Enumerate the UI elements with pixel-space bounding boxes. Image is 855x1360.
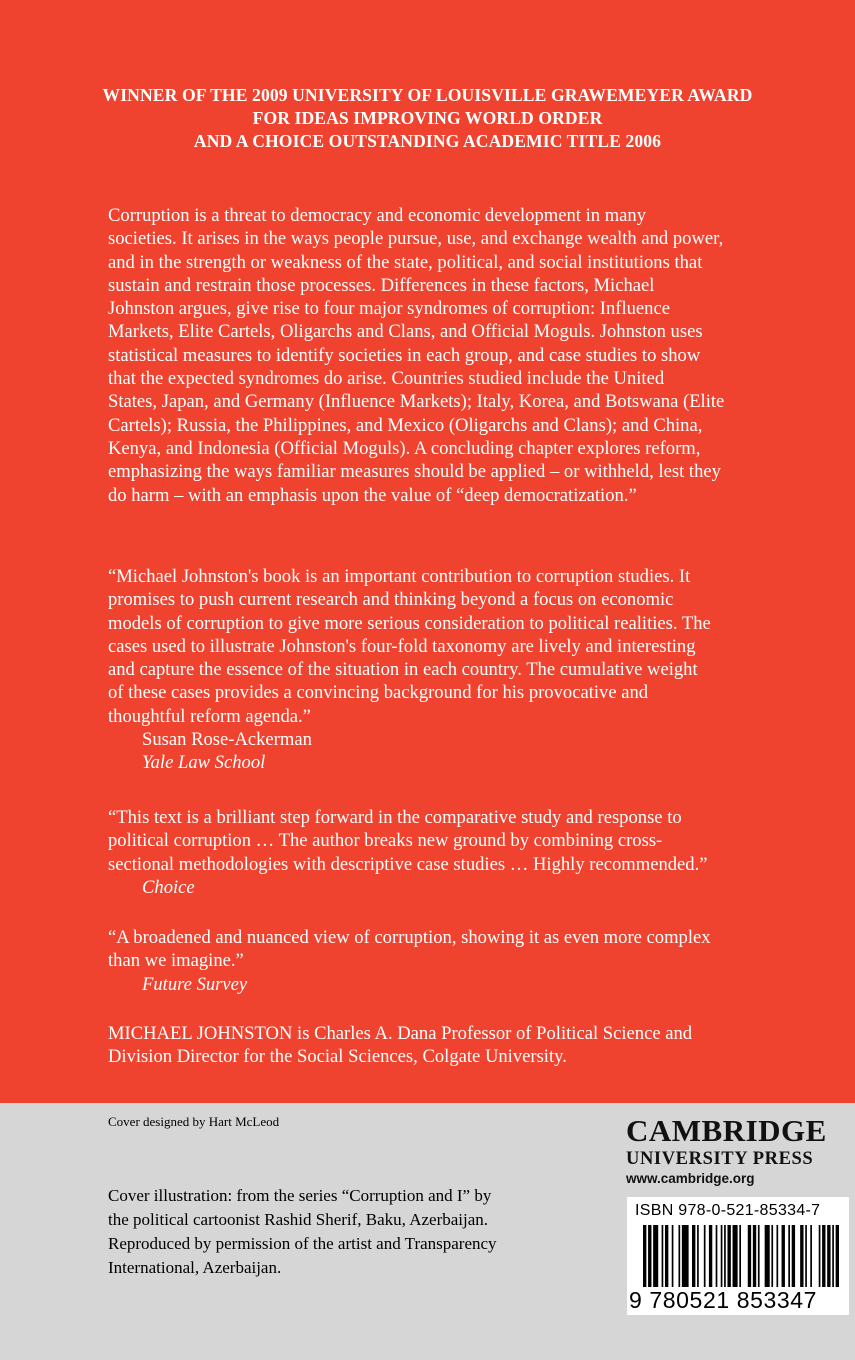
review-line: of these cases provides a convincing background for his provocative and	[108, 682, 649, 704]
review-author: Susan Rose-Ackerman	[142, 729, 312, 751]
review-line: political corruption … The author breaks new ground by combining cross-	[108, 830, 663, 852]
review-line: sectional methodologies with descriptive case studies … Highly recommended.”	[108, 853, 708, 875]
review-source: Choice	[142, 876, 195, 898]
description-line: and in the strength or weakness of the state, political, and social institutions that	[108, 251, 703, 273]
description-line: emphasizing the ways familiar measures should be applied – or withheld, lest they	[108, 461, 721, 483]
description-line: Kenya, and Indonesia (Official Moguls). A concluding chapter explores reform,	[108, 437, 701, 459]
publisher-url: www.cambridge.org	[626, 1171, 755, 1186]
bio-line: Division Director for the Social Sciences, Colgate University.	[108, 1046, 567, 1068]
illustration-line: Cover illustration: from the series “Corruption and I” by	[108, 1186, 492, 1205]
review-affiliation: Yale Law School	[142, 752, 266, 774]
cover-design-credit: Cover designed by Hart McLeod	[108, 1114, 280, 1129]
review-future-survey	[108, 926, 828, 996]
review-line: models of corruption to give more serious consideration to political realities. The	[108, 612, 711, 634]
review-line: “A broadened and nuanced view of corruption, showing it as even more complex	[108, 927, 711, 948]
description-line: Cartels); Russia, the Philippines, and Mexico (Oligarchs and Clans); and China,	[108, 414, 703, 436]
review-line: cases used to illustrate Johnston's four-fold taxonomy are lively and interesting	[108, 635, 696, 657]
publisher-name: CAMBRIDGE	[626, 1113, 827, 1148]
review-source: Future Survey	[142, 973, 248, 995]
isbn-digits: 9 780521 853347	[629, 1287, 818, 1313]
bio-line: MICHAEL JOHNSTON is Charles A. Dana Professor of Political Science and	[108, 1023, 693, 1044]
cover-illustration-credit	[108, 1184, 497, 1280]
isbn-label: ISBN 978-0-521-85334-7	[635, 1202, 821, 1219]
review-line: and capture the essence of the situation in each country. The cumulative weight	[108, 659, 698, 681]
description-line: States, Japan, and Germany (Influence Markets); Italy, Korea, and Botswana (Elite	[108, 391, 725, 413]
isbn-barcode	[627, 1197, 849, 1315]
review-line: thoughtful reform agenda.”	[108, 705, 311, 727]
illustration-line: the political cartoonist Rashid Sherif, Baku, Azerbaijan.	[108, 1210, 489, 1229]
description-line: sustain and restrain those processes. Differences in these factors, Michael	[108, 274, 655, 296]
barcode-icon	[643, 1225, 839, 1287]
description-line: Corruption is a threat to democracy and economic development in many	[108, 205, 647, 226]
review-line: than we imagine.”	[108, 950, 244, 972]
review-line: promises to push current research and thinking beyond a focus on economic	[108, 589, 674, 611]
publisher-logo	[626, 1114, 851, 1188]
award-line: FOR IDEAS IMPROVING WORLD ORDER	[252, 108, 603, 128]
description-line: Markets, Elite Cartels, Oligarchs and Clans, and Official Moguls. Johnston uses	[108, 321, 703, 343]
review-choice	[108, 806, 828, 899]
publisher-press: UNIVERSITY PRESS	[626, 1149, 814, 1169]
description-line: statistical measures to identify societies in each group, and case studies to show	[108, 344, 701, 366]
description-line: that the expected syndromes do arise. Countries studied include the United	[108, 368, 665, 390]
illustration-line: Reproduced by permission of the artist and Transparency	[108, 1234, 497, 1253]
description-line: do harm – with an emphasis upon the value of “deep democratization.”	[108, 484, 637, 506]
review-line: “Michael Johnston's book is an important contribution to corruption studies. It	[108, 566, 691, 587]
award-line: WINNER OF THE 2009 UNIVERSITY OF LOUISVILLE GRAWEMEYER AWARD	[102, 85, 753, 105]
review-rose-ackerman	[108, 565, 828, 775]
description-line: Johnston argues, give rise to four major syndromes of corruption: Influence	[108, 298, 670, 320]
award-line: AND A CHOICE OUTSTANDING ACADEMIC TITLE 2006	[193, 131, 662, 151]
description-line: societies. It arises in the ways people pursue, use, and exchange wealth and power,	[108, 228, 724, 250]
review-line: “This text is a brilliant step forward in the comparative study and response to	[108, 807, 682, 828]
book-description	[108, 204, 828, 507]
author-bio	[108, 1022, 828, 1069]
illustration-line: International, Azerbaijan.	[108, 1258, 282, 1277]
award-banner	[60, 84, 795, 153]
